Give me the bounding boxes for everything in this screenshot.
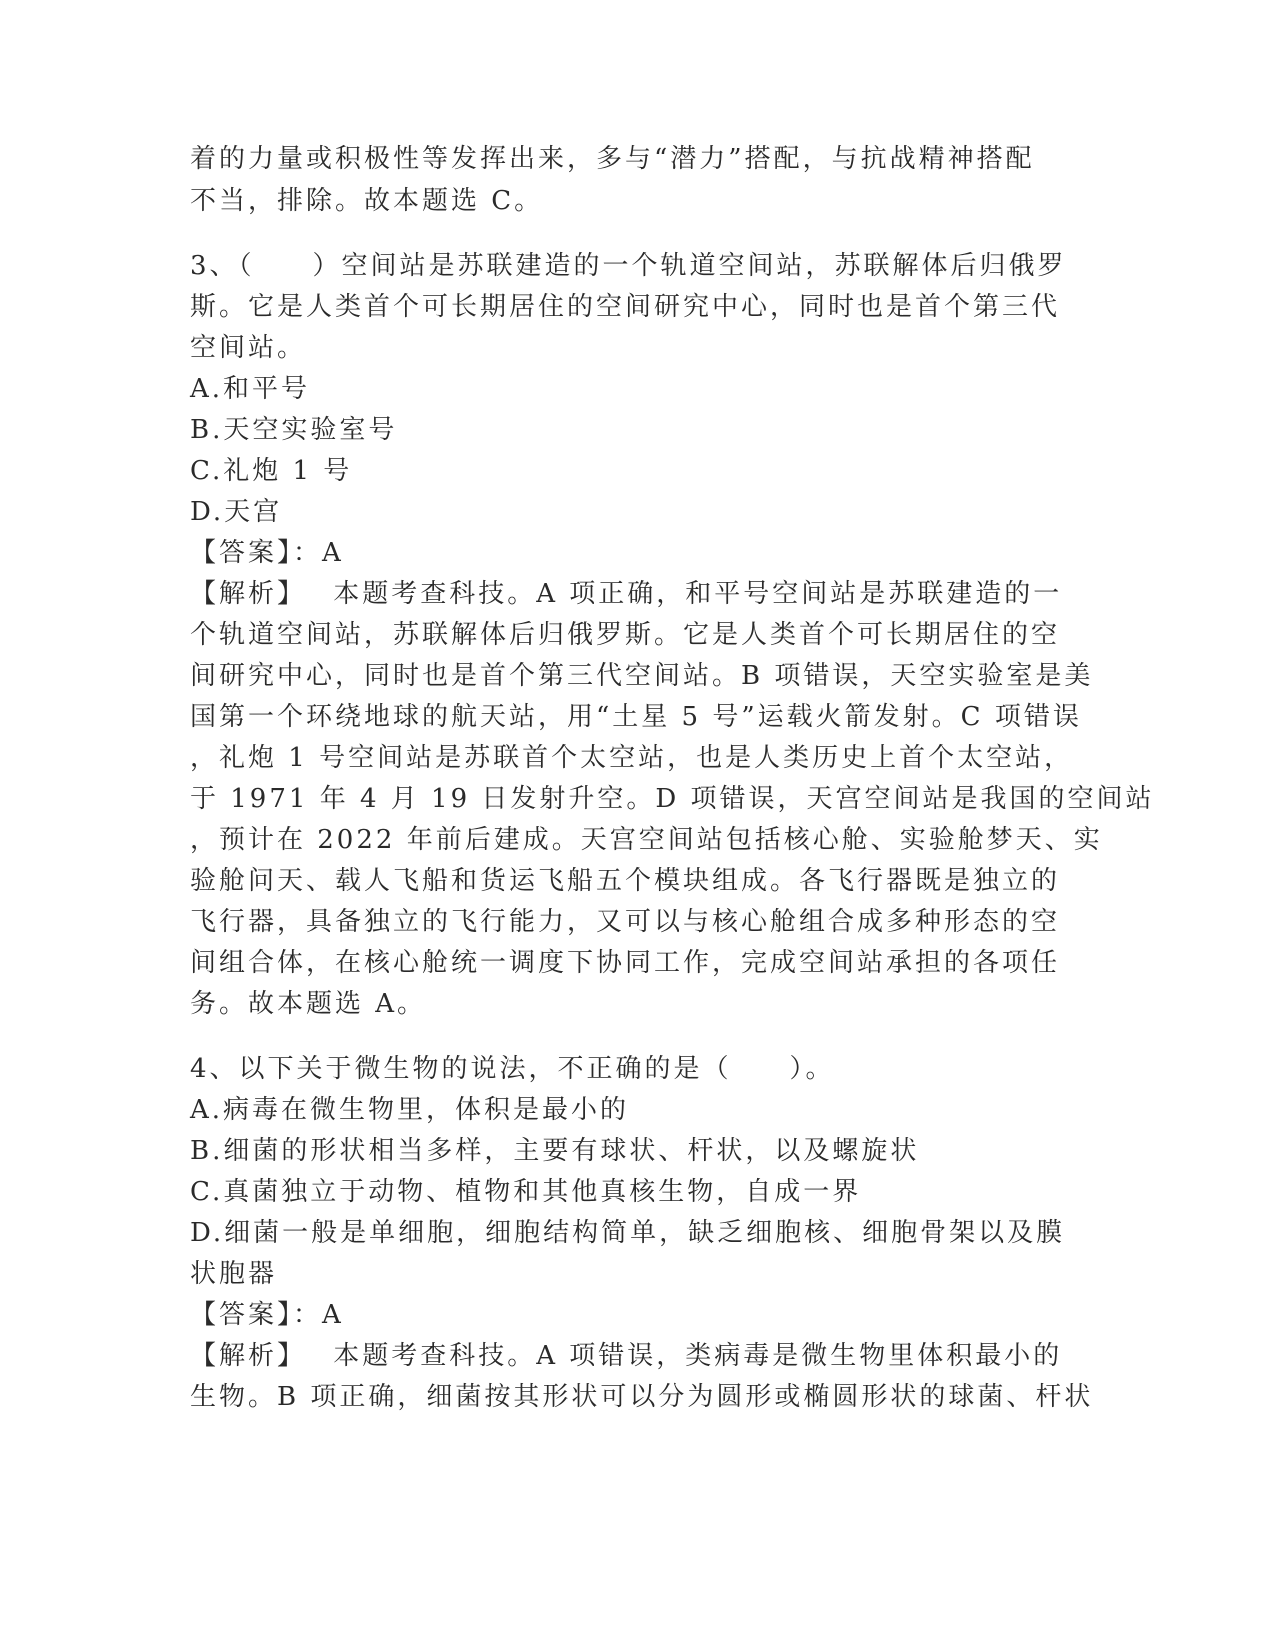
question-3-stem: 3、（ ）空间站是苏联建造的一个轨道空间站，苏联解体后归俄罗	[190, 251, 1067, 281]
question-4-option-a: A.病毒在微生物里，体积是最小的	[190, 1095, 630, 1125]
question-4-stem: 4、以下关于微生物的说法，不正确的是（ ）。	[190, 1054, 835, 1084]
question-4-option-d: D.细菌一般是单细胞，细胞结构简单，缺乏细胞核、细胞骨架以及膜	[190, 1218, 1066, 1248]
question-3-option-c: C.礼炮 1 号	[190, 456, 353, 486]
question-3-analysis: 验舱问天、载人飞船和货运飞船五个模块组成。各飞行器既是独立的	[190, 866, 1061, 896]
question-3-analysis: 个轨道空间站，苏联解体后归俄罗斯。它是人类首个可长期居住的空	[190, 620, 1061, 650]
question-4-option-d: 状胞器	[190, 1259, 278, 1289]
question-3-analysis: ，预计在 2022 年前后建成。天宫空间站包括核心舱、实验舱梦天、实	[190, 825, 1103, 855]
question-3-analysis: 飞行器，具备独立的飞行能力，又可以与核心舱组合成多种形态的空	[190, 907, 1061, 937]
question-3-analysis: ，礼炮 1 号空间站是苏联首个太空站，也是人类历史上首个太空站，	[190, 743, 1074, 773]
question-3-stem: 空间站。	[190, 333, 307, 363]
question-3-option-d: D.天宫	[190, 497, 283, 527]
question-3-analysis: 间组合体，在核心舱统一调度下协同工作，完成空间站承担的各项任	[190, 948, 1061, 978]
question-3-option-a: A.和平号	[190, 374, 311, 404]
question-4-option-b: B.细菌的形状相当多样，主要有球状、杆状，以及螺旋状	[190, 1136, 920, 1166]
question-3-analysis: 务。故本题选 A。	[190, 989, 427, 1019]
question-3-stem: 斯。它是人类首个可长期居住的空间研究中心，同时也是首个第三代	[190, 292, 1061, 322]
question-4-analysis: 【解析】 本题考查科技。A 项错误，类病毒是微生物里体积最小的	[190, 1341, 1063, 1371]
question-3-analysis: 间研究中心，同时也是首个第三代空间站。B 项错误，天空实验室是美	[190, 661, 1094, 691]
question-3-analysis: 【解析】 本题考查科技。A 项正确，和平号空间站是苏联建造的一	[190, 579, 1063, 609]
question-4-answer: 【答案】：A	[190, 1300, 344, 1330]
question-4-option-c: C.真菌独立于动物、植物和其他真核生物，自成一界	[190, 1177, 862, 1207]
question-3-analysis: 于 1971 年 4 月 19 日发射升空。D 项错误，天宫空间站是我国的空间站	[190, 784, 1155, 814]
text-line: 着的力量或积极性等发挥出来，多与“潜力”搭配，与抗战精神搭配	[190, 144, 1035, 174]
question-3-answer: 【答案】：A	[190, 538, 344, 568]
text-line: 不当，排除。故本题选 C。	[190, 186, 544, 216]
question-4-analysis: 生物。B 项正确，细菌按其形状可以分为圆形或椭圆形状的球菌、杆状	[190, 1382, 1094, 1412]
question-3-option-b: B.天空实验室号	[190, 415, 398, 445]
question-3-analysis: 国第一个环绕地球的航天站，用“土星 5 号”运载火箭发射。C 项错误	[190, 702, 1082, 732]
